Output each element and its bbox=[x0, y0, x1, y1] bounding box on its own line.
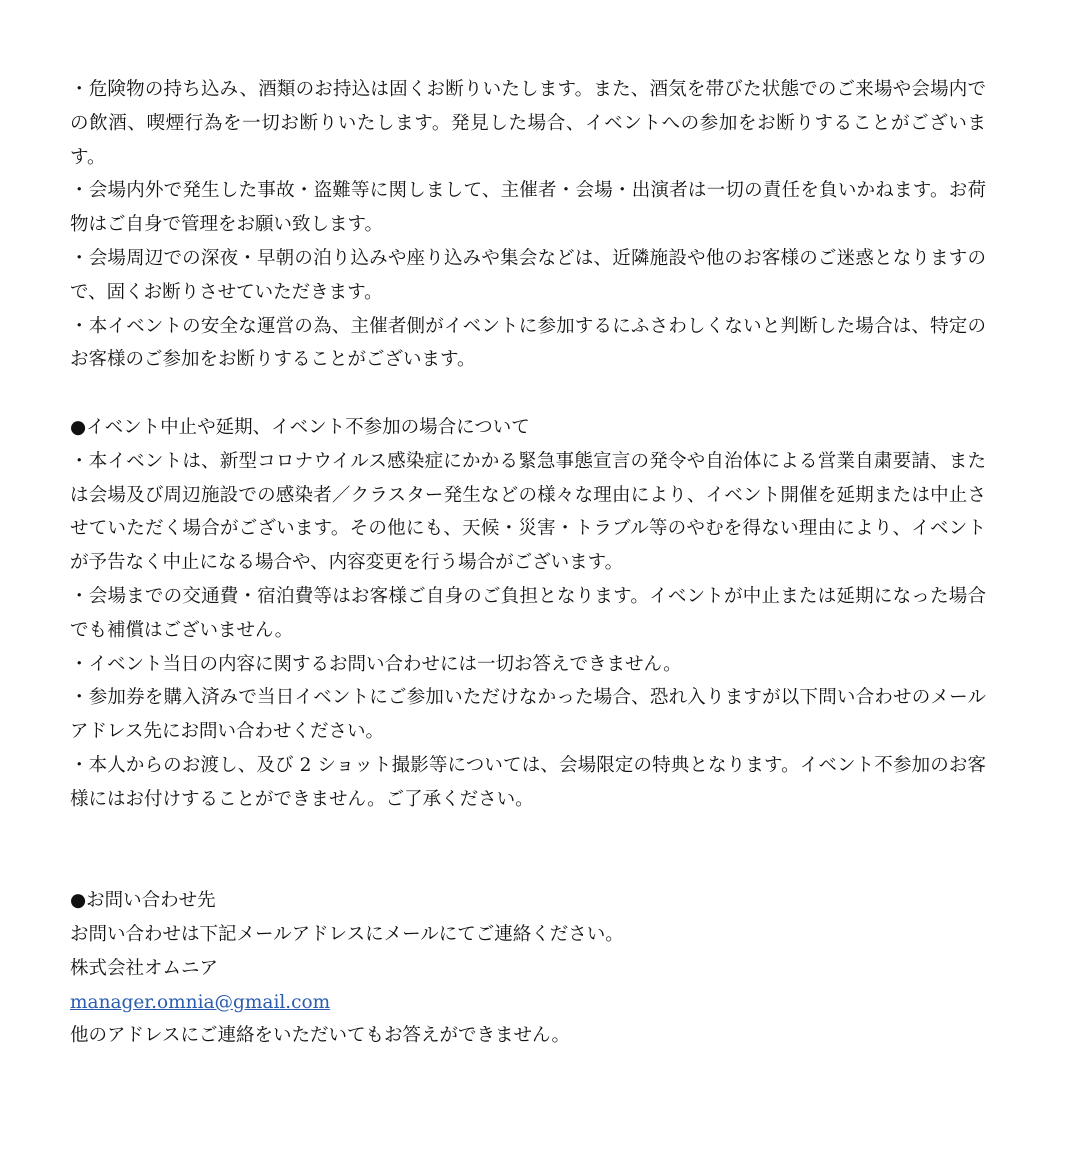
cancellation-item-benefits: ・本人からのお渡し、及び 2 ショット撮影等については、会場限定の特典となります。イベント不参加のお客様にはお付けすることができません。ご了承ください。 bbox=[70, 754, 986, 810]
contact-company: 株式会社オムニア bbox=[70, 957, 219, 979]
contact-heading: ●お問い合わせ先 bbox=[70, 890, 216, 912]
cancellation-item-inquiries: ・イベント当日の内容に関するお問い合わせには一切お答えできません。 bbox=[70, 653, 682, 675]
cancellation-heading: ●イベント中止や延期、イベント不参加の場合について bbox=[70, 416, 530, 438]
contact-intro: お問い合わせは下記メールアドレスにメールにてご連絡ください。 bbox=[70, 923, 624, 945]
contact-note: 他のアドレスにご連絡をいただいてもお答えができません。 bbox=[70, 1025, 571, 1047]
precaution-item-liability: ・会場内外で発生した事故・盗難等に関しまして、主催者・会場・出演者は一切の責任を負いかねます。お荷物はご自身で管理をお願い致します。 bbox=[70, 180, 986, 236]
precaution-item-refusal: ・本イベントの安全な運営の為、主催者側がイベントに参加するにふさわしくないと判断した場合は、特定のお客様のご参加をお断りすることがございます。 bbox=[70, 315, 986, 371]
spacer bbox=[70, 817, 986, 885]
cancellation-item-ticket-holders: ・参加券を購入済みで当日イベントにご参加いただけなかった場合、恐れ入りますが以下問い合わせのメールアドレス先にお問い合わせください。 bbox=[70, 687, 986, 743]
precaution-item-dangerous-goods: ・危険物の持ち込み、酒類のお持込は固くお断りいたします。また、酒気を帯びた状態でのご来場や会場内での飲酒、喫煙行為を一切お断りいたします。発見した場合、イベントへの参加をお断りすることがございます。 bbox=[70, 79, 986, 168]
precaution-item-loitering: ・会場周辺での深夜・早朝の泊り込みや座り込みや集会などは、近隣施設や他のお客様のご迷惑となりますので、固くお断りさせていただきます。 bbox=[70, 247, 986, 303]
spacer bbox=[70, 377, 986, 411]
notice-document bbox=[70, 73, 986, 1053]
cancellation-item-travel-costs: ・会場までの交通費・宿泊費等はお客様ご自身のご負担となります。イベントが中止または延期になった場合でも補償はございません。 bbox=[70, 585, 986, 641]
cancellation-item-postpone: ・本イベントは、新型コロナウイルス感染症にかかる緊急事態宣言の発令や自治体による営業自粛要請、または会場及び周辺施設での感染者／クラスター発生などの様々な理由により、イベント開催を延期または中止させていただく場合がございます。その他にも、天候・災害・トラブル等のやむを得ない理由により、イベントが予告なく中止になる場合や、内容変更を行う場合がございます。 bbox=[70, 450, 986, 574]
contact-email-line bbox=[70, 986, 986, 1020]
contact-email-link[interactable]: manager.omnia@gmail.com bbox=[70, 991, 331, 1013]
